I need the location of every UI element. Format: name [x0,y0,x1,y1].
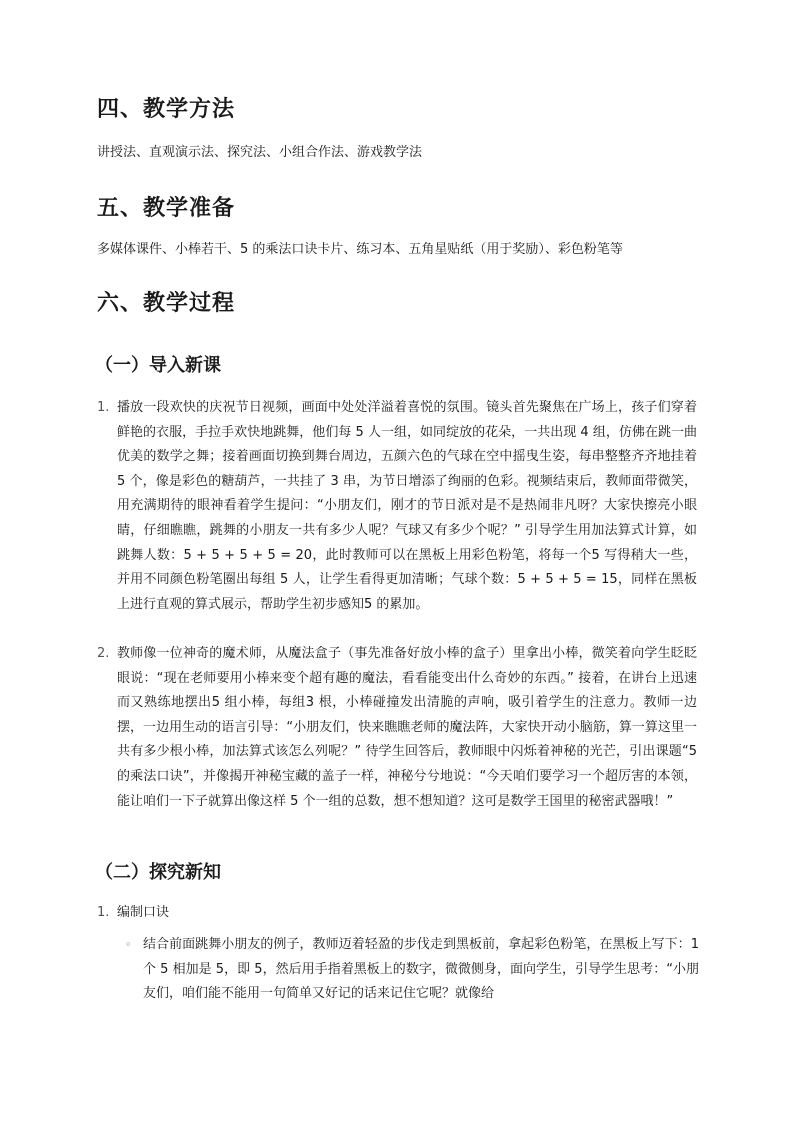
list-item-text: 教师像一位神奇的魔术师，从魔法盒子（事先准备好放小棒的盒子）里拿出小棒，微笑着向学生眨眨眼说：“现在老师要用小棒来变个超有趣的魔法，看看能变出什么奇妙的东西。” 接着，在讲台上迅速而又熟练地摆出5 组小棒，每组3 根，小棒碰撞发出清脆的声响，吸引着学生的注意力。教师一边摆，一边用生动的语言引导：“小朋友们，快来瞧瞧老师的魔法阵，大家快开动小脑筋，算一算这里一共有多少根小棒，加法算式该怎么列呢？” 待学生回答后，教师眼中闪烁着神秘的光芒，引出课题“5 的乘法口诀”，并像揭开神秘宝藏的盖子一样，神秘兮兮地说：“今天咱们要学习一个超厉害的本领，能让咱们一下子就算出像这样 5 个一组的总数，想不想知道？这可是数学王国里的秘密武器哦！” [117,646,697,809]
preparation-text: 多媒体课件、小棒若干、5 的乘法口诀卡片、练习本、五角星贴纸（用于奖励）、彩色粉笔等 [97,242,623,257]
methods-text: 讲授法、直观演示法、探究法、小组合作法、游戏教学法 [97,145,423,160]
subsection-heading-explore: （二）探究新知 [95,862,221,883]
list-item-text: 播放一段欢快的庆祝节日视频，画面中处处洋溢着喜悦的氛围。镜头首先聚焦在广场上，孩子们穿着鲜艳的衣服，手拉手欢快地跳舞，他们每 5 人一组，如同绽放的花朵，一共出现 4 组，仿佛在跳一曲优美的数学之舞；接着画面切换到舞台周边，五颜六色的气球在空中摇曳生姿，每串整整齐齐地挂着5 个，像是彩色的糖葫芦，一共挂了 3 串，为节日增添了绚丽的色彩。视频结束后，教师面带微笑，用充满期待的眼神看着学生提问：“小朋友们，刚才的节日派对是不是热闹非凡呀？大家快擦亮小眼睛，仔细瞧瞧，跳舞的小朋友一共有多少人呢？气球又有多少个呢？” 引导学生用加法算式计算，如跳舞人数：5 + 5 + 5 + 5 = 20，此时教师可以在黑板上用彩色粉笔，将每一个5 写得稍大一些，并用不同颜色粉笔圈出每组 5 人，让学生看得更加清晰；气球个数：5 + 5 + 5 = 15，同样在黑板上进行直观的算式展示，帮助学生初步感知5 的累加。 [117,400,697,612]
sub-item-text: 结合前面跳舞小朋友的例子，教师迈着轻盈的步伐走到黑板前，拿起彩色粉笔，在黑板上写下：1 个 5 相加是 5，即 5，然后用手指着黑板上的数字，微微侧身，面向学生，引导学生思考：“小朋友们，咱们能不能用一句简单又好记的话来记住它呢？就像给 [143,937,699,1002]
list-item-title: 编制口诀 [117,905,170,920]
section-heading-methods: 四、教学方法 [97,97,236,122]
list-item-number: 1. [97,400,110,415]
section-heading-preparation: 五、教学准备 [97,196,236,221]
list-item-number: 2. [97,646,110,661]
section-heading-process: 六、教学过程 [97,291,236,316]
list-item-number: 1. [97,905,110,920]
subsection-heading-intro: （一）导入新课 [95,355,221,376]
bullet-icon: ◦ [125,938,132,951]
